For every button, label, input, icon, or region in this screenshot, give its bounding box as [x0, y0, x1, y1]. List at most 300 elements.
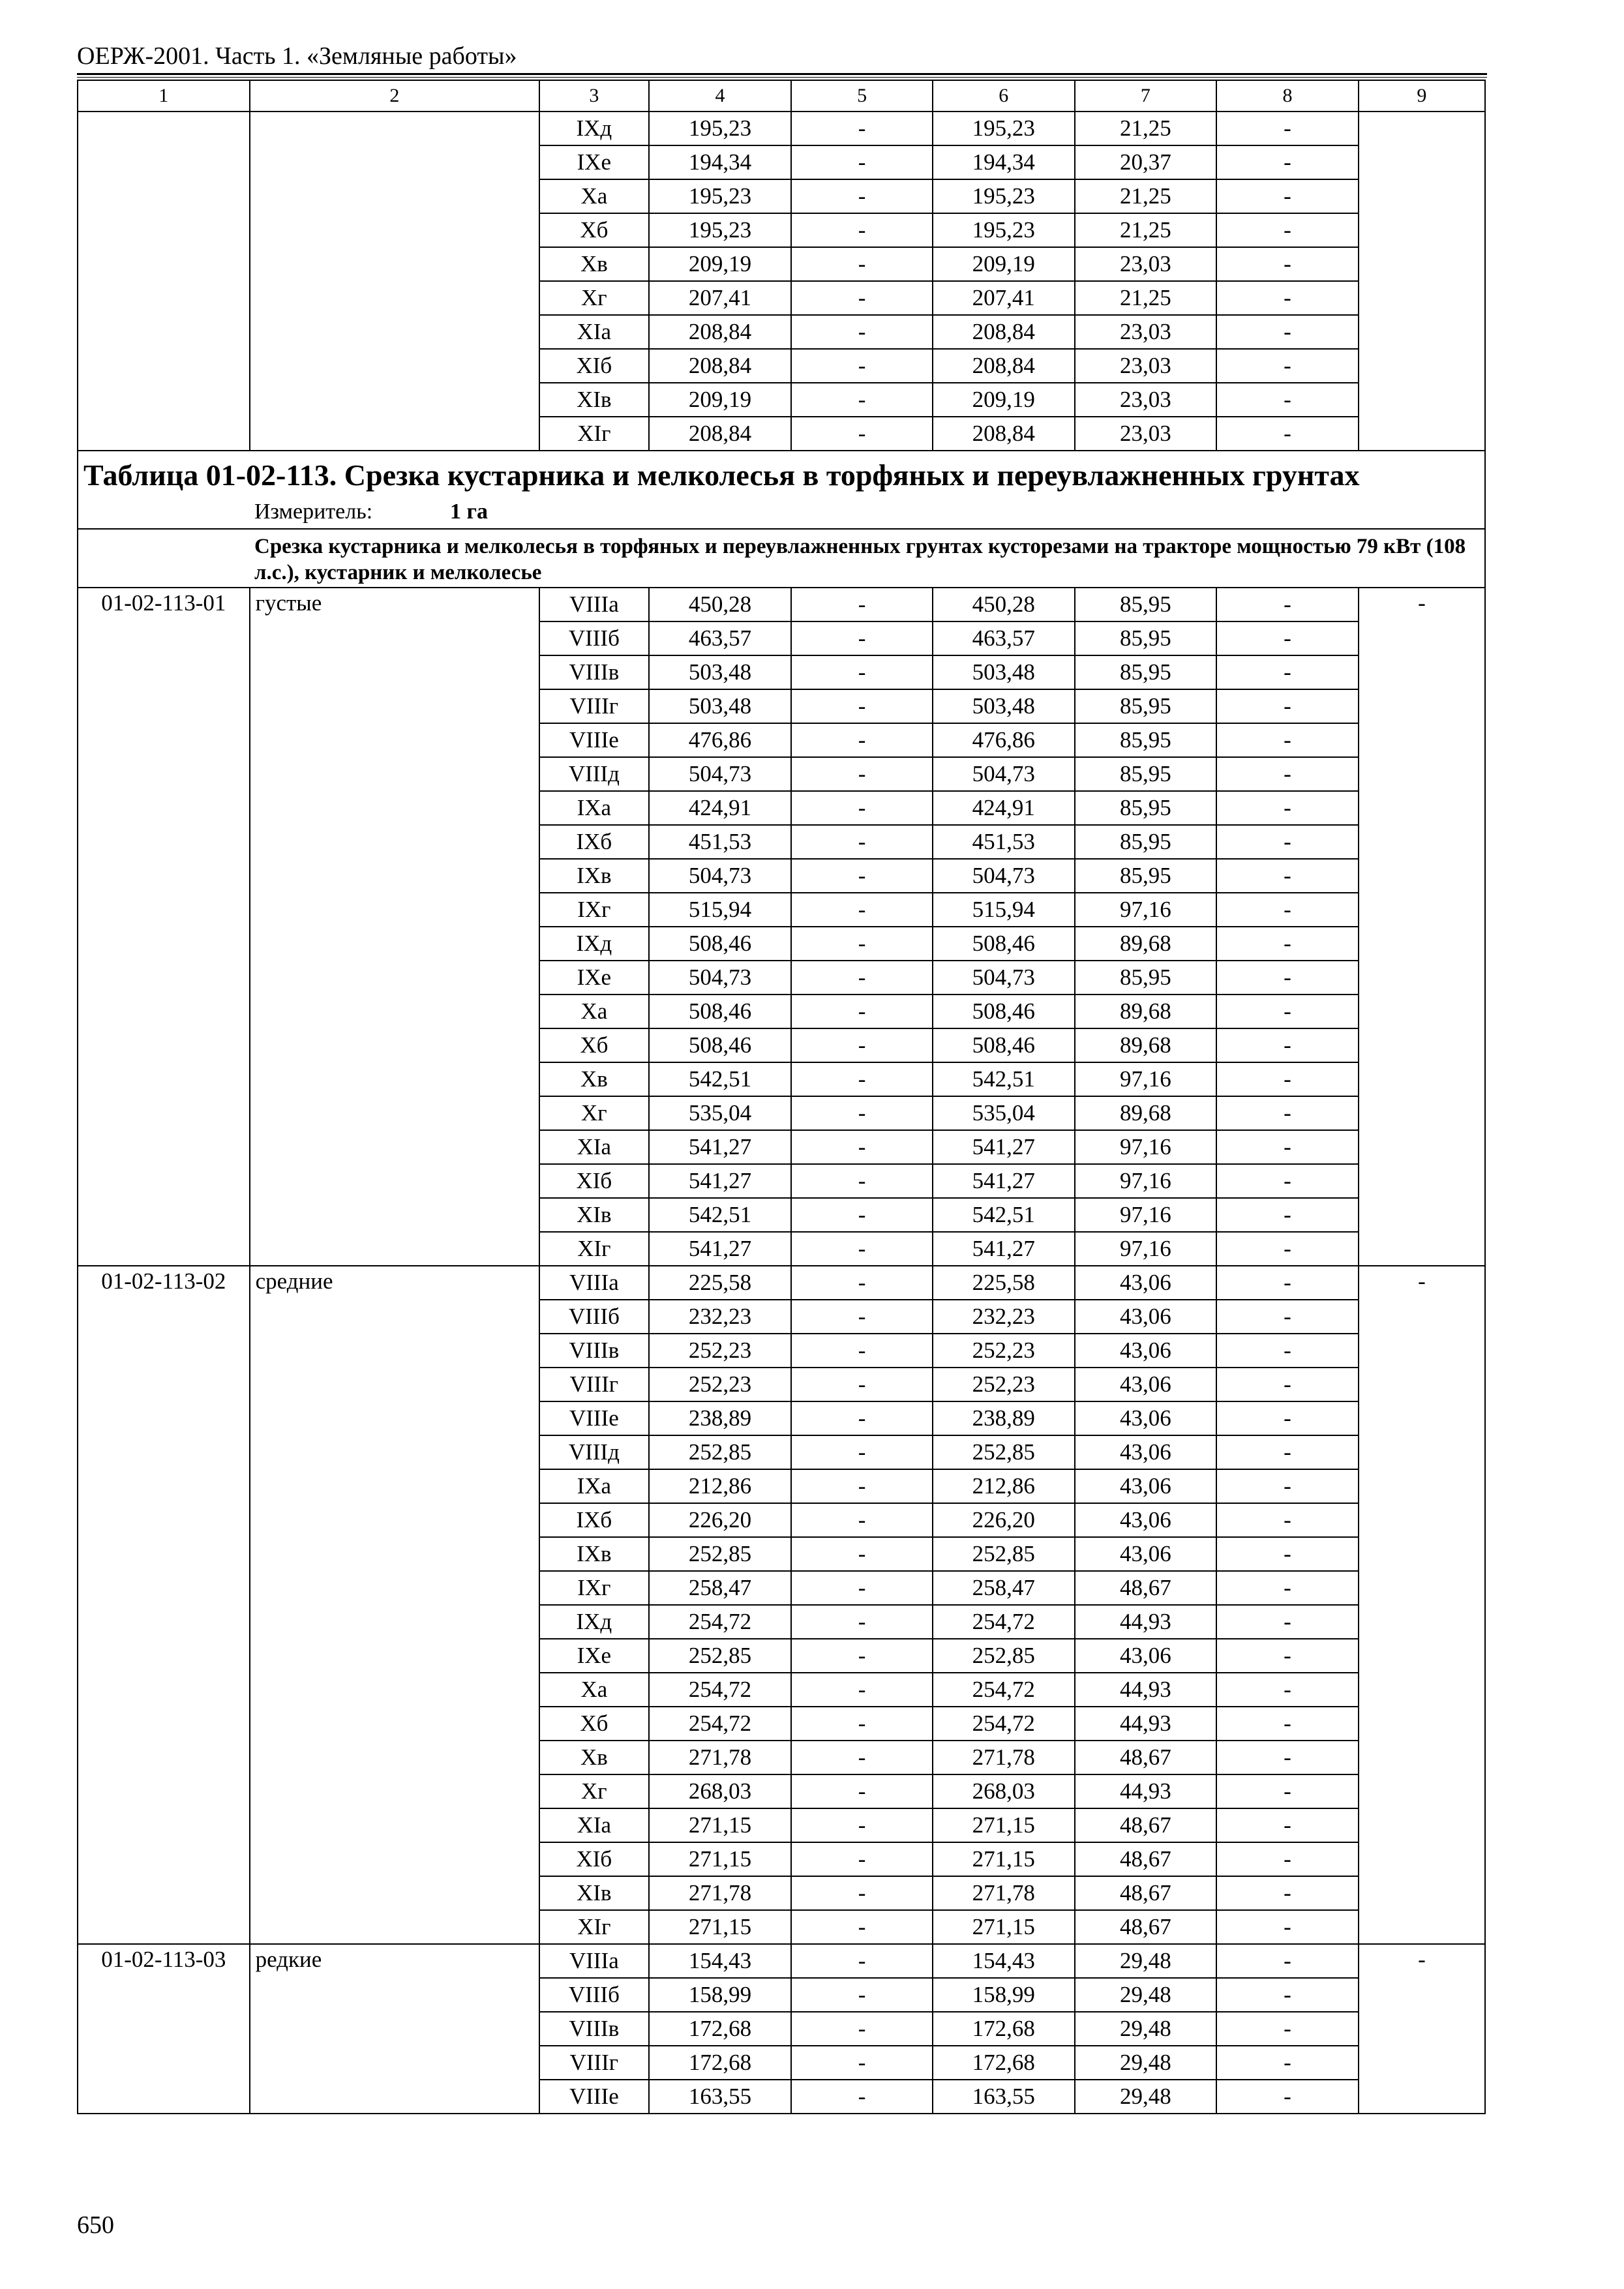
table-cell: 254,72 [649, 1707, 792, 1741]
table-cell: 48,67 [1075, 1842, 1217, 1876]
table-cell: VIIIа [539, 1944, 649, 1978]
table-cell: 85,95 [1075, 655, 1217, 689]
table-cell: 43,06 [1075, 1469, 1217, 1503]
table-cell: 504,73 [933, 859, 1075, 893]
table-cell: 504,73 [649, 859, 792, 893]
table-cell: - [1216, 1944, 1359, 1978]
table-cell: 232,23 [933, 1300, 1075, 1334]
table-cell: IXд [539, 927, 649, 961]
table-cell: 29,48 [1075, 2080, 1217, 2114]
table-cell: - [1216, 179, 1359, 213]
table-cell: - [791, 1130, 933, 1164]
table-cell: VIIIг [539, 689, 649, 723]
page-header: ОЕРЖ-2001. Часть 1. «Земляные работы» [77, 42, 517, 70]
norms-table [77, 80, 1486, 2114]
table-cell: VIIIг [539, 2046, 649, 2080]
table-cell: IXа [539, 1469, 649, 1503]
table-cell: - [791, 757, 933, 791]
table-cell: 225,58 [933, 1266, 1075, 1300]
table-row [78, 1266, 1485, 1300]
table-cell: 29,48 [1075, 2046, 1217, 2080]
table-cell: 424,91 [649, 791, 792, 825]
table-cell: 225,58 [649, 1266, 792, 1300]
table-cell: XIв [539, 383, 649, 417]
table-cell: 85,95 [1075, 723, 1217, 757]
table-cell: - [1216, 723, 1359, 757]
table-cell: 48,67 [1075, 1876, 1217, 1910]
table-cell: 503,48 [649, 655, 792, 689]
table-cell: - [791, 1741, 933, 1774]
table-cell: Xа [539, 995, 649, 1028]
table-cell: 238,89 [933, 1401, 1075, 1435]
table-cell: 209,19 [649, 247, 792, 281]
table-cell: 154,43 [649, 1944, 792, 1978]
table-cell: 271,15 [933, 1842, 1075, 1876]
table-cell: 85,95 [1075, 689, 1217, 723]
table-cell: - [791, 825, 933, 859]
table-cell: - [791, 859, 933, 893]
table-cell: 48,67 [1075, 1571, 1217, 1605]
table-cell: - [791, 1571, 933, 1605]
table-cell: 48,67 [1075, 1808, 1217, 1842]
table-cell: 43,06 [1075, 1266, 1217, 1300]
table-cell: XIб [539, 1164, 649, 1198]
table-cell: VIIIг [539, 1368, 649, 1401]
table-cell: 508,46 [649, 1028, 792, 1062]
table-cell: 541,27 [933, 1130, 1075, 1164]
table-cell: - [791, 315, 933, 349]
table-cell: 508,46 [933, 1028, 1075, 1062]
table-cell: Xг [539, 1096, 649, 1130]
table-cell: - [791, 1469, 933, 1503]
table-cell: 209,19 [649, 383, 792, 417]
table-cell: - [791, 1944, 933, 1978]
meter-label: Измеритель: [254, 500, 373, 524]
table-cell: XIг [539, 417, 649, 451]
table-cell: IXе [539, 1639, 649, 1673]
table-cell: - [1216, 1978, 1359, 2012]
table-cell: 23,03 [1075, 417, 1217, 451]
table-cell: 252,23 [649, 1334, 792, 1368]
table-cell: 212,86 [933, 1469, 1075, 1503]
table-cell: - [791, 179, 933, 213]
table-cell: 43,06 [1075, 1334, 1217, 1368]
table-cell: 252,23 [649, 1368, 792, 1401]
column-number: 7 [1075, 80, 1217, 112]
table-cell: Xб [539, 1707, 649, 1741]
table-cell: - [791, 1910, 933, 1944]
table-cell: - [791, 1639, 933, 1673]
table-cell: 271,15 [649, 1808, 792, 1842]
table-cell: XIа [539, 1808, 649, 1842]
table-cell: 208,84 [649, 349, 792, 383]
table-cell: - [1216, 1198, 1359, 1232]
table-cell: - [1216, 1334, 1359, 1368]
table-cell: 212,86 [649, 1469, 792, 1503]
table-cell: 89,68 [1075, 995, 1217, 1028]
table-cell: 271,78 [649, 1741, 792, 1774]
table-cell: - [1216, 1232, 1359, 1266]
table-cell: 254,72 [933, 1707, 1075, 1741]
table-cell: IXб [539, 1503, 649, 1537]
column-number: 9 [1359, 80, 1485, 112]
table-cell: IXд [539, 1605, 649, 1639]
table-cell: - [791, 1334, 933, 1368]
table-cell: 29,48 [1075, 1978, 1217, 2012]
table-cell: 172,68 [649, 2046, 792, 2080]
table-cell: IXе [539, 961, 649, 995]
table-cell: Xг [539, 1774, 649, 1808]
table-cell: 535,04 [933, 1096, 1075, 1130]
table-cell: 541,27 [649, 1232, 792, 1266]
table-cell: - [1216, 961, 1359, 995]
table-cell: 226,20 [933, 1503, 1075, 1537]
table-cell: IXб [539, 825, 649, 859]
table-cell: 48,67 [1075, 1741, 1217, 1774]
table-cell: - [1216, 281, 1359, 315]
table-cell: 208,84 [649, 417, 792, 451]
table-cell: 43,06 [1075, 1368, 1217, 1401]
col9-cell: - [1359, 1266, 1485, 1944]
table-cell: - [791, 1842, 933, 1876]
table-cell: 424,91 [933, 791, 1075, 825]
column-number: 1 [78, 80, 250, 112]
table-cell: - [791, 1232, 933, 1266]
table-cell: - [1216, 417, 1359, 451]
table-cell: - [1216, 1368, 1359, 1401]
table-cell: - [1216, 1605, 1359, 1639]
table-cell: - [1216, 1571, 1359, 1605]
table-cell: 451,53 [649, 825, 792, 859]
table-cell: 450,28 [933, 588, 1075, 621]
table-cell: 268,03 [649, 1774, 792, 1808]
col9-cell [1359, 112, 1485, 451]
item-name: средние [250, 1266, 539, 1944]
table-cell: - [1216, 893, 1359, 927]
table-cell: - [1216, 655, 1359, 689]
table-cell: 89,68 [1075, 927, 1217, 961]
table-cell: 515,94 [933, 893, 1075, 927]
table-cell: - [791, 1096, 933, 1130]
table-cell: 463,57 [933, 621, 1075, 655]
table-cell: 194,34 [649, 145, 792, 179]
table-cell: 97,16 [1075, 1198, 1217, 1232]
table-cell: 163,55 [933, 2080, 1075, 2114]
table-cell: 195,23 [649, 179, 792, 213]
table-cell: 254,72 [649, 1605, 792, 1639]
table-cell: - [791, 349, 933, 383]
table-cell: - [791, 2012, 933, 2046]
table-cell: - [791, 247, 933, 281]
table-cell: - [1216, 621, 1359, 655]
table-cell: 541,27 [933, 1232, 1075, 1266]
description: Срезка кустарника и мелколесья в торфяных и переувлажненных грунтах кусторезами на тракторе мощностью 79 кВт (108 л.с.), кустарник и мелколесье [78, 529, 1485, 588]
table-cell: - [1216, 1673, 1359, 1707]
table-cell: 254,72 [933, 1605, 1075, 1639]
table-cell: - [791, 1300, 933, 1334]
table-cell: VIIIа [539, 1266, 649, 1300]
table-cell: - [1216, 1062, 1359, 1096]
table-cell: 271,78 [649, 1876, 792, 1910]
table-cell: - [1216, 112, 1359, 145]
table-cell: 172,68 [649, 2012, 792, 2046]
table-cell: 252,85 [933, 1435, 1075, 1469]
table-cell: 97,16 [1075, 1164, 1217, 1198]
table-cell: 508,46 [933, 927, 1075, 961]
meter-value: 1 га [450, 500, 488, 524]
table-cell: - [1216, 213, 1359, 247]
table-cell: XIб [539, 1842, 649, 1876]
table-cell: 476,86 [649, 723, 792, 757]
description-row [78, 529, 1485, 588]
table-cell: Xб [539, 213, 649, 247]
table-cell: 44,93 [1075, 1707, 1217, 1741]
table-cell: Xа [539, 1673, 649, 1707]
table-cell: - [791, 1401, 933, 1435]
table-cell: 85,95 [1075, 859, 1217, 893]
table-cell: 254,72 [649, 1673, 792, 1707]
table-cell: 20,37 [1075, 145, 1217, 179]
table-cell: 271,15 [933, 1910, 1075, 1944]
table-cell: 252,23 [933, 1368, 1075, 1401]
table-cell: 172,68 [933, 2046, 1075, 2080]
table-cell: 515,94 [649, 893, 792, 927]
page-number: 650 [77, 2211, 114, 2239]
table-cell: 97,16 [1075, 1232, 1217, 1266]
table-cell: 85,95 [1075, 961, 1217, 995]
table-cell: - [1216, 1503, 1359, 1537]
name-cell [250, 112, 539, 451]
table-title-cell [78, 451, 1485, 529]
column-number: 3 [539, 80, 649, 112]
table-cell: 508,46 [649, 995, 792, 1028]
code-cell [78, 112, 250, 451]
table-cell: - [1216, 1096, 1359, 1130]
table-cell: - [1216, 825, 1359, 859]
table-cell: - [791, 655, 933, 689]
table-cell: - [791, 1368, 933, 1401]
table-cell: 252,85 [649, 1639, 792, 1673]
table-cell: XIв [539, 1876, 649, 1910]
table-cell: 29,48 [1075, 2012, 1217, 2046]
table-cell: 208,84 [649, 315, 792, 349]
column-number: 4 [649, 80, 792, 112]
table-cell: 208,84 [933, 315, 1075, 349]
table-cell: IXг [539, 893, 649, 927]
table-row [78, 1944, 1485, 1978]
item-code: 01-02-113-01 [78, 588, 250, 1266]
table-cell: 271,78 [933, 1741, 1075, 1774]
table-cell: - [791, 893, 933, 927]
table-cell: 252,23 [933, 1334, 1075, 1368]
table-cell: 21,25 [1075, 213, 1217, 247]
table-cell: - [791, 588, 933, 621]
table-cell: - [1216, 791, 1359, 825]
table-cell: 23,03 [1075, 247, 1217, 281]
table-cell: - [1216, 859, 1359, 893]
item-code: 01-02-113-03 [78, 1944, 250, 2114]
table-cell: - [791, 621, 933, 655]
table-cell: 208,84 [933, 349, 1075, 383]
table-cell: 232,23 [649, 1300, 792, 1334]
table-cell: IXд [539, 112, 649, 145]
table-cell: 258,47 [933, 1571, 1075, 1605]
table-cell: 271,15 [649, 1910, 792, 1944]
table-cell: - [1216, 757, 1359, 791]
table-cell: 207,41 [649, 281, 792, 315]
table-cell: 503,48 [933, 655, 1075, 689]
table-cell: XIб [539, 349, 649, 383]
table-cell: 504,73 [933, 961, 1075, 995]
table-cell: - [791, 2046, 933, 2080]
table-cell: - [1216, 2046, 1359, 2080]
table-cell: 97,16 [1075, 1130, 1217, 1164]
table-cell: - [1216, 1774, 1359, 1808]
table-cell: - [1216, 1639, 1359, 1673]
table-cell: 209,19 [933, 247, 1075, 281]
table-cell: 43,06 [1075, 1639, 1217, 1673]
table-cell: - [1216, 1435, 1359, 1469]
table-cell: - [791, 791, 933, 825]
table-cell: - [1216, 927, 1359, 961]
table-cell: 163,55 [649, 2080, 792, 2114]
table-cell: - [1216, 2012, 1359, 2046]
table-cell: 43,06 [1075, 1401, 1217, 1435]
table-cell: - [1216, 1842, 1359, 1876]
item-code: 01-02-113-02 [78, 1266, 250, 1944]
table-cell: 97,16 [1075, 893, 1217, 927]
table-cell: Xб [539, 1028, 649, 1062]
table-cell: - [791, 1028, 933, 1062]
table-cell: 29,48 [1075, 1944, 1217, 1978]
table-cell: 542,51 [933, 1198, 1075, 1232]
table-cell: 43,06 [1075, 1435, 1217, 1469]
table-cell: 503,48 [933, 689, 1075, 723]
table-cell: 158,99 [933, 1978, 1075, 2012]
table-cell: IXв [539, 1537, 649, 1571]
table-cell: - [791, 1774, 933, 1808]
item-name: редкие [250, 1944, 539, 2114]
col9-cell: - [1359, 1944, 1485, 2114]
table-cell: - [1216, 1028, 1359, 1062]
table-cell: 258,47 [649, 1571, 792, 1605]
table-cell: 542,51 [649, 1198, 792, 1232]
table-cell: 48,67 [1075, 1910, 1217, 1944]
table-cell: 85,95 [1075, 621, 1217, 655]
table-cell: - [791, 1673, 933, 1707]
header-rule [77, 73, 1487, 75]
table-cell: 195,23 [933, 179, 1075, 213]
table-cell: 252,85 [933, 1537, 1075, 1571]
table-cell: Xг [539, 281, 649, 315]
table-cell: 195,23 [649, 112, 792, 145]
table-cell: - [1216, 145, 1359, 179]
table-cell: 43,06 [1075, 1503, 1217, 1537]
table-cell: Xв [539, 247, 649, 281]
table-cell: - [791, 995, 933, 1028]
table-cell: - [791, 689, 933, 723]
item-name: густые [250, 588, 539, 1266]
table-cell: - [791, 1808, 933, 1842]
table-cell: 44,93 [1075, 1774, 1217, 1808]
table-cell: VIIIе [539, 723, 649, 757]
table-cell: 271,15 [933, 1808, 1075, 1842]
table-cell: 252,85 [649, 1537, 792, 1571]
table-cell: - [791, 417, 933, 451]
table-cell: IXе [539, 145, 649, 179]
table-cell: 85,95 [1075, 791, 1217, 825]
header-rule-thin [77, 77, 1487, 78]
table-cell: 271,15 [649, 1842, 792, 1876]
table-cell: 207,41 [933, 281, 1075, 315]
table-cell: - [791, 383, 933, 417]
column-number: 2 [250, 80, 539, 112]
table-cell: - [1216, 1266, 1359, 1300]
table-cell: - [791, 1503, 933, 1537]
table-cell: 44,93 [1075, 1673, 1217, 1707]
table-cell: 21,25 [1075, 281, 1217, 315]
table-cell: - [1216, 1876, 1359, 1910]
column-number: 6 [933, 80, 1075, 112]
table-cell: - [791, 2080, 933, 2114]
table-cell: - [791, 1198, 933, 1232]
table-cell: - [1216, 349, 1359, 383]
table-cell: 209,19 [933, 383, 1075, 417]
table-cell: - [1216, 2080, 1359, 2114]
column-number: 8 [1216, 80, 1359, 112]
table-cell: - [1216, 588, 1359, 621]
table-cell: - [1216, 1707, 1359, 1741]
table-cell: 85,95 [1075, 757, 1217, 791]
table-cell: IXг [539, 1571, 649, 1605]
table-cell: 43,06 [1075, 1537, 1217, 1571]
table-cell: - [791, 723, 933, 757]
table-cell: 194,34 [933, 145, 1075, 179]
table-cell: - [791, 927, 933, 961]
table-cell: 508,46 [933, 995, 1075, 1028]
table-cell: - [1216, 1741, 1359, 1774]
table-cell: VIIIб [539, 621, 649, 655]
table-cell: 271,78 [933, 1876, 1075, 1910]
table-cell: - [1216, 689, 1359, 723]
table-cell: - [1216, 315, 1359, 349]
table-cell: 23,03 [1075, 349, 1217, 383]
meter [254, 498, 1479, 526]
table-cell: - [1216, 1469, 1359, 1503]
table-cell: 463,57 [649, 621, 792, 655]
table-cell: - [791, 281, 933, 315]
table-title-row [78, 451, 1485, 529]
table-cell: - [791, 1707, 933, 1741]
table-cell: - [791, 961, 933, 995]
table-cell: 503,48 [649, 689, 792, 723]
table-cell: VIIIв [539, 655, 649, 689]
table-cell: 535,04 [649, 1096, 792, 1130]
table-cell: - [791, 112, 933, 145]
table-cell: - [1216, 1537, 1359, 1571]
table-cell: 451,53 [933, 825, 1075, 859]
table-cell: - [1216, 1164, 1359, 1198]
table-cell: 23,03 [1075, 315, 1217, 349]
table-cell: - [791, 145, 933, 179]
table-cell: 504,73 [933, 757, 1075, 791]
table-cell: XIг [539, 1232, 649, 1266]
table-cell: - [1216, 1808, 1359, 1842]
table-cell: VIIIд [539, 1435, 649, 1469]
table-cell: 252,85 [933, 1639, 1075, 1673]
table-cell: - [791, 1978, 933, 2012]
table-cell: 254,72 [933, 1673, 1075, 1707]
